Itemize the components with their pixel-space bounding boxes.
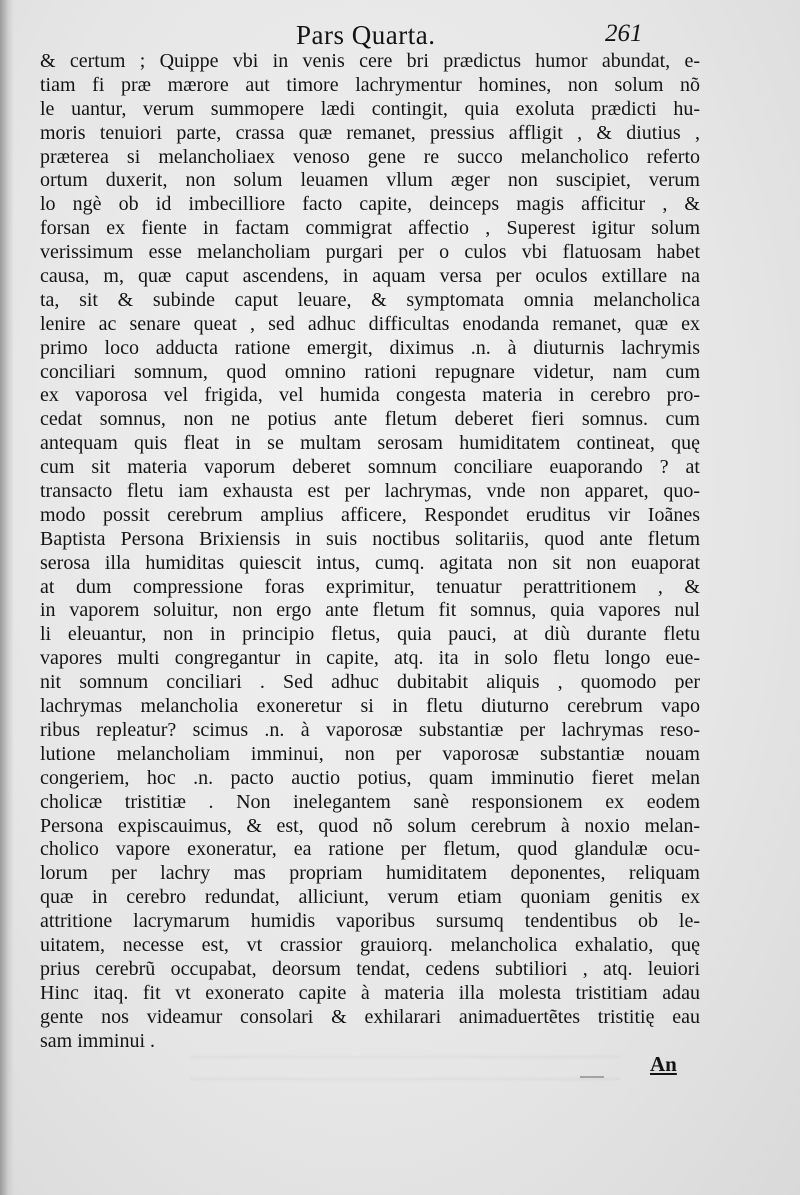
text-line: præterea si melancholiaex venoso gene re succo melancholico referto: [40, 145, 700, 168]
text-line: sam imminui .: [40, 1029, 155, 1052]
text-line: in vaporem soluitur, non ergo ante fletum fit somnus, quia vapores nul: [40, 599, 700, 622]
text-line: cum sit materia vaporum deberet somnum conciliare euaporando ? at: [40, 456, 700, 479]
text-line: cholico vapore exoneratur, ea ratione per fletum, quod glandulæ ocu-: [40, 838, 700, 861]
text-line: quæ in cerebro redundat, alliciunt, verum etiam quoniam genitis ex: [40, 886, 700, 909]
binding-shadow: [0, 0, 14, 1195]
text-line: Persona expiscauimus, & est, quod nõ solum cerebrum à noxio melan-: [40, 814, 700, 837]
running-head: Pars Quarta.: [296, 20, 436, 50]
text-line: verissimum esse melancholiam purgari per o culos vbi flatuosam habet: [40, 241, 700, 264]
text-line: lachrymas melancholia exoneretur si in fletu diuturno cerebrum vapo: [40, 695, 700, 718]
text-line: primo loco adducta ratione emergit, diximus .n. à diuturnis lachrymis: [40, 336, 700, 359]
text-line: forsan ex fiente in factam commigrat affectio , Superest igitur solum: [40, 217, 700, 240]
text-line: congeriem, hoc .n. pacto auctio potius, quam imminutio fieret melan: [40, 766, 700, 789]
text-line: cedat somnus, non ne potius ante fletum deberet fieri somnus. cum: [40, 408, 700, 431]
text-line: conciliari somnum, quod omnino rationi repugnare videtur, nam cum: [40, 360, 700, 383]
ink-smudge: [580, 1070, 604, 1078]
text-line: ex vaporosa vel frigida, vel humida congesta materia in cerebro pro-: [40, 384, 700, 407]
text-line: lutione melancholiam imminui, non per vaporosæ substantiæ nouam: [40, 742, 700, 765]
text-line: Hinc itaq. fit vt exonerato capite à materia illa molesta tristitiam adau: [40, 981, 700, 1004]
text-line: tiam fi præ mærore aut timore lachrymentur homines, non solum nõ: [40, 73, 700, 96]
text-line: transacto fletu iam exhausta est per lachrymas, vnde non apparet, quo-: [40, 480, 700, 503]
text-line: prius cerebrũ occupabat, deorsum tendat, cedens subtiliori , atq. leuiori: [40, 957, 700, 980]
text-line: modo possit cerebrum amplius afficere, Respondet eruditus vir Ioãnes: [40, 503, 700, 526]
text-line: & certum ; Quippe vbi in venis cere bri prædictus humor abundat, e-: [40, 50, 700, 72]
text-line: lorum per lachry mas propriam humiditatem deponentes, reliquam: [40, 862, 700, 885]
page-number: 261: [605, 20, 643, 47]
text-line: ta, sit & subinde caput leuare, & symptomata omnia melancholica: [40, 288, 700, 311]
text-line: serosa illa humiditas quiescit intus, cumq. agitata non sit non euaporat: [40, 551, 700, 574]
text-line: li eleuantur, non in principio fletus, quia pauci, at diù durante fletu: [40, 623, 700, 646]
text-line: ribus repleatur? scimus .n. à vaporosæ substantiæ per lachrymas reso-: [40, 718, 700, 741]
text-line: vapores multi congregantur in capite, atq. ita in solo fletu longo eue-: [40, 647, 700, 670]
page-header: [0, 16, 800, 52]
text-line: causa, m, quæ caput ascendens, in aquam versa per oculos extillare na: [40, 265, 700, 288]
text-line: cholicæ tristitiæ . Non inelegantem sanè responsionem ex eodem: [40, 790, 700, 813]
text-line: ortum duxerit, non solum leuamen vllum æger non suscipiet, verum: [40, 169, 700, 192]
text-line: lo ngè ob id imbecilliore facto capite, deinceps magis afficitur , &: [40, 193, 700, 216]
text-line: le uantur, verum summopere lædi contingit, quia exoluta prædicti hu-: [40, 97, 700, 120]
text-line: moris tenuiori parte, crassa quæ remanet, pressius affligit , & diutius ,: [40, 121, 700, 144]
body-text: [40, 50, 700, 1053]
catchword: An: [650, 1052, 677, 1076]
text-line: gente nos videamur consolari & exhilarari animaduertẽtes tristitię eau: [40, 1005, 700, 1028]
text-line: attritione lacrymarum humidis vaporibus sursumq tendentibus ob le-: [40, 910, 700, 933]
text-line: nit somnum conciliari . Sed adhuc dubitabit aliquis , quomodo per: [40, 671, 700, 694]
text-line: antequam quis fleat in se multam serosam humiditatem contineat, quę: [40, 432, 700, 455]
text-line: at dum compressione foras exprimitur, tenuatur perattritionem , &: [40, 575, 700, 598]
text-line: Baptista Persona Brixiensis in suis noctibus solitariis, quod ante fletum: [40, 527, 700, 550]
text-line: uitatem, necesse est, vt crassior grauiorq. melancholica exhalatio, quę: [40, 933, 700, 956]
text-line: lenire ac senare queat , sed adhuc difficultas enodanda remanet, quæ ex: [40, 312, 700, 335]
